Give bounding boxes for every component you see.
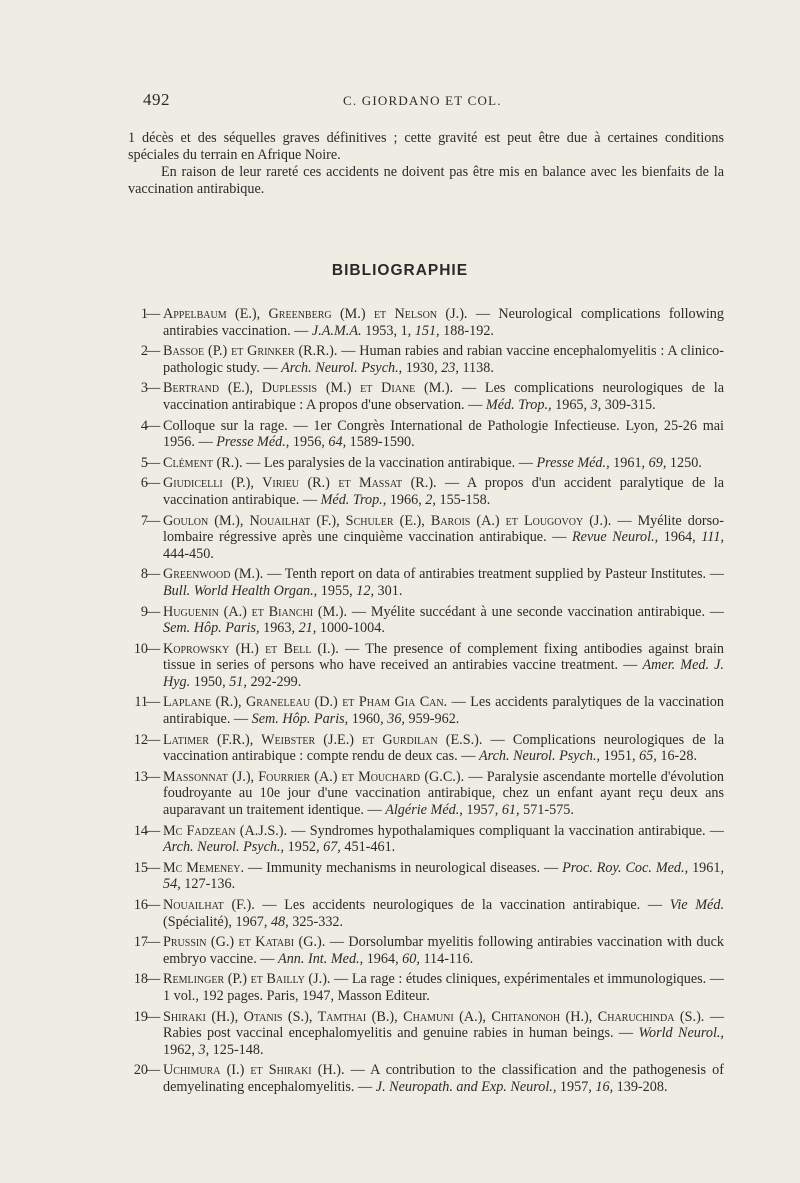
reference-segment: 1250. xyxy=(666,454,702,471)
reference-journal: 54, xyxy=(163,876,181,893)
reference-number: 14 xyxy=(133,822,148,839)
reference-text xyxy=(163,934,724,967)
reference-journal: 21, xyxy=(298,620,317,637)
reference-authors: Koprowsky (H.) et Bell (I.). xyxy=(163,640,339,657)
reference-number: 15 xyxy=(133,859,148,876)
reference-segment: 1962, xyxy=(163,1041,199,1058)
reference-dash: — xyxy=(146,343,161,360)
reference-dash: — xyxy=(146,566,161,583)
reference-text xyxy=(163,694,724,727)
reference-dash: — xyxy=(146,306,161,322)
reference-item xyxy=(118,475,724,508)
reference-journal: 67, xyxy=(323,839,341,856)
reference-journal: 61, xyxy=(501,802,520,819)
reference-segment: 155-158. xyxy=(435,491,491,508)
reference-number: 7 xyxy=(140,512,148,529)
reference-authors: Appelbaum (E.), Greenberg (M.) et Nelson (J.). xyxy=(163,306,468,322)
reference-segment: — Human rabies and rabian vaccine encephalomyelitis : A clinico-pathologic study. — xyxy=(163,343,724,376)
reference-authors: Giudicelli (P.), Virieu (R.) et Massat (R.). xyxy=(163,475,437,492)
reference-dash: — xyxy=(146,859,161,876)
reference-dash: — xyxy=(146,768,161,785)
reference-segment: (Spécialité), 1967, xyxy=(163,913,271,930)
reference-item xyxy=(118,418,724,451)
reference-segment: — Dorsolumbar myelitis following antirabies vaccination with duck embryo vaccine. — xyxy=(163,934,725,967)
reference-item xyxy=(118,897,724,930)
reference-journal: Algérie Méd., xyxy=(385,802,463,819)
reference-segment: 1955, xyxy=(317,582,357,599)
reference-segment: — Myélite dorso-lombaire régressive après une cinquième vaccination antirabique. — xyxy=(163,512,724,546)
reference-journal: 23, xyxy=(441,359,459,376)
reference-journal: 3, xyxy=(198,1041,210,1058)
reference-segment: 292-299. xyxy=(246,673,302,690)
reference-item xyxy=(118,823,724,856)
reference-text xyxy=(163,641,724,691)
reference-segment: 114-116. xyxy=(419,950,474,967)
reference-item xyxy=(118,860,724,893)
reference-segment: 1961, xyxy=(609,454,649,471)
reference-item xyxy=(118,1062,724,1095)
reference-number: 17 xyxy=(133,934,148,951)
reference-text xyxy=(163,897,724,930)
reference-text xyxy=(163,769,724,819)
reference-item xyxy=(118,343,724,376)
reference-segment: 1950, xyxy=(190,673,230,690)
reference-segment: — A propos d'un accident paralytique de la vaccination antirabique. — xyxy=(163,475,725,508)
reference-authors: Greenwood (M.). xyxy=(163,566,264,583)
reference-segment: 1964, xyxy=(658,529,702,546)
reference-segment: 1964, xyxy=(363,950,403,967)
reference-item xyxy=(118,694,724,727)
reference-dash: — xyxy=(146,640,161,657)
section-title: BIBLIOGRAPHIE xyxy=(331,262,469,279)
reference-number: 18 xyxy=(133,971,148,988)
reference-segment: 1960, xyxy=(348,711,388,728)
reference-segment: 301. xyxy=(373,582,403,599)
reference-dash: — xyxy=(146,971,161,988)
reference-segment: 1961, xyxy=(688,859,724,876)
reference-authors: Remlinger (P.) et Bailly (J.). xyxy=(163,971,331,988)
reference-item xyxy=(118,513,724,563)
reference-text xyxy=(163,455,724,472)
reference-journal: Méd. Trop., xyxy=(485,396,552,413)
reference-journal: Revue Neurol., xyxy=(571,529,659,546)
reference-journal: Sem. Hôp. Paris, xyxy=(251,711,349,728)
reference-journal: Bull. World Health Organ., xyxy=(163,582,318,599)
running-head: C. GIORDANO ET COL. xyxy=(343,93,502,108)
reference-segment: — Immunity mechanisms in neurological diseases. — xyxy=(244,859,563,876)
reference-authors: Bassoe (P.) et Grinker (R.R.). xyxy=(163,343,338,360)
reference-segment: 1000-1004. xyxy=(316,620,385,637)
intro-paragraph: 1 décès et des séquelles graves définitives ; cette gravité est peut être due à certaines conditions spéciales du terrain en Afrique Noire. xyxy=(128,130,724,163)
reference-dash: — xyxy=(146,380,161,397)
reference-authors: Massonnat (J.), Fourrier (A.) et Mouchard (G.C.). xyxy=(163,768,465,785)
reference-number: 10 xyxy=(133,640,148,657)
reference-journal: Proc. Roy. Coc. Med., xyxy=(562,859,689,876)
reference-journal: 69, xyxy=(648,454,667,471)
reference-segment: 1957, xyxy=(462,802,502,819)
reference-segment: — A contribution to the classification and the pathogenesis of demyelinating encephalomyelitis. — xyxy=(163,1062,724,1095)
reference-segment: 959-962. xyxy=(404,711,460,728)
reference-number: 6 xyxy=(140,475,148,492)
reference-item xyxy=(118,971,724,1004)
reference-dash: — xyxy=(146,417,161,434)
reference-number: 20 xyxy=(133,1062,148,1079)
reference-item xyxy=(118,566,724,599)
reference-authors: Mc Fadzean (A.J.S.). xyxy=(163,822,288,839)
reference-journal: 2, xyxy=(425,491,436,508)
reference-segment: 1956, xyxy=(289,434,329,451)
reference-segment: 1589-1590. xyxy=(346,434,415,451)
reference-dash: — xyxy=(146,454,161,471)
reference-item xyxy=(118,306,724,339)
reference-text xyxy=(163,604,724,637)
intro-paragraph: En raison de leur rareté ces accidents ne doivent pas être mis en balance avec les bienfaits de la vaccination antirabique. xyxy=(128,164,724,197)
reference-journal: 48, xyxy=(270,913,289,930)
reference-item xyxy=(118,1009,724,1059)
reference-authors: Shiraki (H.), Otanis (S.), Tamthai (B.), Chamuni (A.), Chitanonoh (H.), Charuchinda (S.). xyxy=(163,1008,705,1025)
reference-item xyxy=(118,455,724,472)
reference-segment: 1953, 1, xyxy=(361,322,415,339)
reference-journal: 16, xyxy=(595,1078,614,1095)
reference-segment: — Tenth report on data of antirabies treatment supplied by Pasteur Institutes. — xyxy=(263,566,724,583)
reference-item xyxy=(118,604,724,637)
reference-dash: — xyxy=(146,694,161,711)
reference-number: 3 xyxy=(140,380,148,397)
reference-authors: Huguenin (A.) et Bianchi (M.). xyxy=(163,603,348,620)
reference-number: 5 xyxy=(140,454,148,471)
reference-segment: — Rabies post vaccinal encephalomyelitis and genuine rabies in human beings. — xyxy=(163,1008,725,1042)
reference-segment: — Complications neurologiques de la vaccination antirabique : compte rendu de deux cas. — xyxy=(163,731,724,765)
reference-segment: 139-208. xyxy=(613,1078,668,1095)
reference-item xyxy=(118,641,724,691)
reference-text xyxy=(163,1062,724,1095)
reference-authors: Bertrand (E.), Duplessis (M.) et Diane (M.). xyxy=(163,380,454,397)
reference-journal: Presse Méd., xyxy=(216,434,290,451)
reference-journal: 12, xyxy=(356,582,374,599)
reference-segment: 125-148. xyxy=(209,1041,264,1058)
reference-authors: Uchimura (I.) et Shiraki (H.). xyxy=(163,1062,345,1079)
reference-authors: Goulon (M.), Nouailhat (F.), Schuler (E.), Barois (A.) et Lougovoy (J.). xyxy=(163,512,612,529)
reference-text xyxy=(163,860,724,893)
reference-segment: — Les paralysies de la vaccination antirabique. — xyxy=(242,454,537,471)
reference-segment: 1965, xyxy=(551,396,591,413)
reference-text xyxy=(163,306,724,339)
reference-dash: — xyxy=(146,822,161,839)
reference-journal: 151, xyxy=(414,322,440,339)
reference-number: 16 xyxy=(133,897,148,913)
reference-text xyxy=(163,343,724,376)
reference-segment: 188-192. xyxy=(439,322,494,339)
reference-authors: Mc Memeney. xyxy=(163,859,245,876)
reference-number: 13 xyxy=(133,768,148,785)
reference-segment: — Paralysie ascendante mortelle d'évolution foudroyante au 10e jour d'une vaccination antirabique, chez un enfant ayant reçu deux ans auparavant un traitement identique. — xyxy=(163,768,725,819)
reference-authors: Clément (R.). xyxy=(163,454,243,471)
reference-segment: 1930, xyxy=(402,359,442,376)
reference-text xyxy=(163,380,724,413)
reference-number: 1 xyxy=(140,306,148,322)
reference-journal: Arch. Neurol. Psych., xyxy=(478,748,601,765)
reference-number: 19 xyxy=(133,1008,148,1025)
reference-journal: Ann. Int. Med., xyxy=(278,950,364,967)
reference-segment: 1952, xyxy=(284,839,324,856)
reference-text xyxy=(163,566,724,599)
reference-number: 2 xyxy=(140,343,148,360)
reference-journal: J. Neuropath. and Exp. Neurol., xyxy=(375,1078,557,1095)
reference-text xyxy=(163,1009,724,1059)
reference-text xyxy=(163,475,724,508)
reference-segment: 1951, xyxy=(600,748,640,765)
reference-journal: 60, xyxy=(402,950,420,967)
reference-authors: Prussin (G.) et Katabi (G.). xyxy=(163,934,326,951)
reference-dash: — xyxy=(146,603,161,620)
reference-segment: Colloque sur la rage. — 1er Congrès International de Pathologie Infectieuse. Lyon, 25-26 mai 1956. — xyxy=(163,417,724,451)
reference-segment: 444-450. xyxy=(163,545,214,562)
reference-segment: — La rage : études cliniques, expérimentales et immunologiques. — 1 vol., 192 pages. Paris, 1947, Masson Editeur. xyxy=(163,971,724,1004)
reference-journal: Arch. Neurol. Psych., xyxy=(281,359,403,376)
reference-number: 4 xyxy=(140,417,148,434)
reference-text xyxy=(163,823,724,856)
reference-text xyxy=(163,418,724,451)
reference-number: 11 xyxy=(134,694,148,711)
reference-segment: 309-315. xyxy=(601,396,656,413)
reference-segment: — Neurological complications following antirabies vaccination. — xyxy=(163,306,724,339)
reference-item xyxy=(118,934,724,967)
reference-segment: 325-332. xyxy=(288,913,344,930)
reference-journal: 111, xyxy=(701,529,724,546)
reference-authors: Nouailhat (F.). xyxy=(163,897,255,913)
reference-item xyxy=(118,769,724,819)
reference-segment: — Myélite succédant à une seconde vaccination antirabique. — xyxy=(347,603,724,620)
reference-segment: 451-461. xyxy=(340,839,396,856)
reference-journal: 64, xyxy=(328,434,347,451)
reference-journal: J.A.M.A. xyxy=(311,322,362,339)
reference-segment: — Les accidents paralytiques de la vaccination antirabique. — xyxy=(163,694,724,728)
reference-segment: — Les accidents neurologiques de la vaccination antirabique. — xyxy=(254,897,670,913)
reference-journal: Presse Méd., xyxy=(536,454,610,471)
reference-dash: — xyxy=(146,897,161,913)
reference-dash: — xyxy=(146,934,161,951)
reference-segment: — Les complications neurologiques de la vaccination antirabique : A propos d'une observation. — xyxy=(163,380,724,413)
reference-journal: 3, xyxy=(590,396,602,413)
reference-dash: — xyxy=(146,512,161,529)
reference-dash: — xyxy=(146,1008,161,1025)
reference-text xyxy=(163,513,724,563)
intro-text xyxy=(128,130,724,198)
reference-list xyxy=(118,306,724,1100)
reference-journal: Amer. Med. J. Hyg. xyxy=(163,657,724,690)
reference-journal: Sem. Hôp. Paris, xyxy=(163,620,260,637)
reference-journal: Méd. Trop., xyxy=(320,491,387,508)
reference-dash: — xyxy=(146,731,161,748)
reference-journal: 51, xyxy=(229,673,247,690)
reference-segment: 1138. xyxy=(458,359,494,376)
reference-text xyxy=(163,732,724,765)
reference-text xyxy=(163,971,724,1004)
page-header xyxy=(143,90,723,112)
reference-dash: — xyxy=(146,1062,161,1079)
reference-segment: 1963, xyxy=(259,620,299,637)
reference-segment: 127-136. xyxy=(180,876,236,893)
reference-segment: — Syndromes hypothalamiques compliquant la vaccination antirabique. — xyxy=(287,822,724,839)
page-number: 492 xyxy=(143,90,170,109)
reference-segment: 1957, xyxy=(556,1078,596,1095)
reference-journal: 65, xyxy=(639,748,657,765)
reference-journal: World Neurol., xyxy=(638,1025,724,1042)
reference-journal: Vie Méd. xyxy=(669,897,724,913)
reference-journal: 36, xyxy=(387,711,405,728)
reference-number: 8 xyxy=(140,566,148,583)
reference-segment: 571-575. xyxy=(519,802,574,819)
reference-segment: 1966, xyxy=(386,491,426,508)
reference-item xyxy=(118,380,724,413)
reference-segment: — The presence of complement fixing antibodies against brain tissue in series of persons who have received an antirabies vaccine treatment. — xyxy=(163,640,724,674)
reference-journal: Arch. Neurol. Psych., xyxy=(163,839,285,856)
reference-dash: — xyxy=(146,475,161,492)
reference-number: 12 xyxy=(133,731,148,748)
reference-authors: Latimer (F.R.), Weibster (J.E.) et Gurdilan (E.S.). xyxy=(163,731,483,748)
reference-item xyxy=(118,732,724,765)
reference-number: 9 xyxy=(140,603,148,620)
reference-segment: 16-28. xyxy=(656,748,697,765)
reference-authors: Laplane (R.), Graneleau (D.) et Pham Gia Can. xyxy=(163,694,448,711)
